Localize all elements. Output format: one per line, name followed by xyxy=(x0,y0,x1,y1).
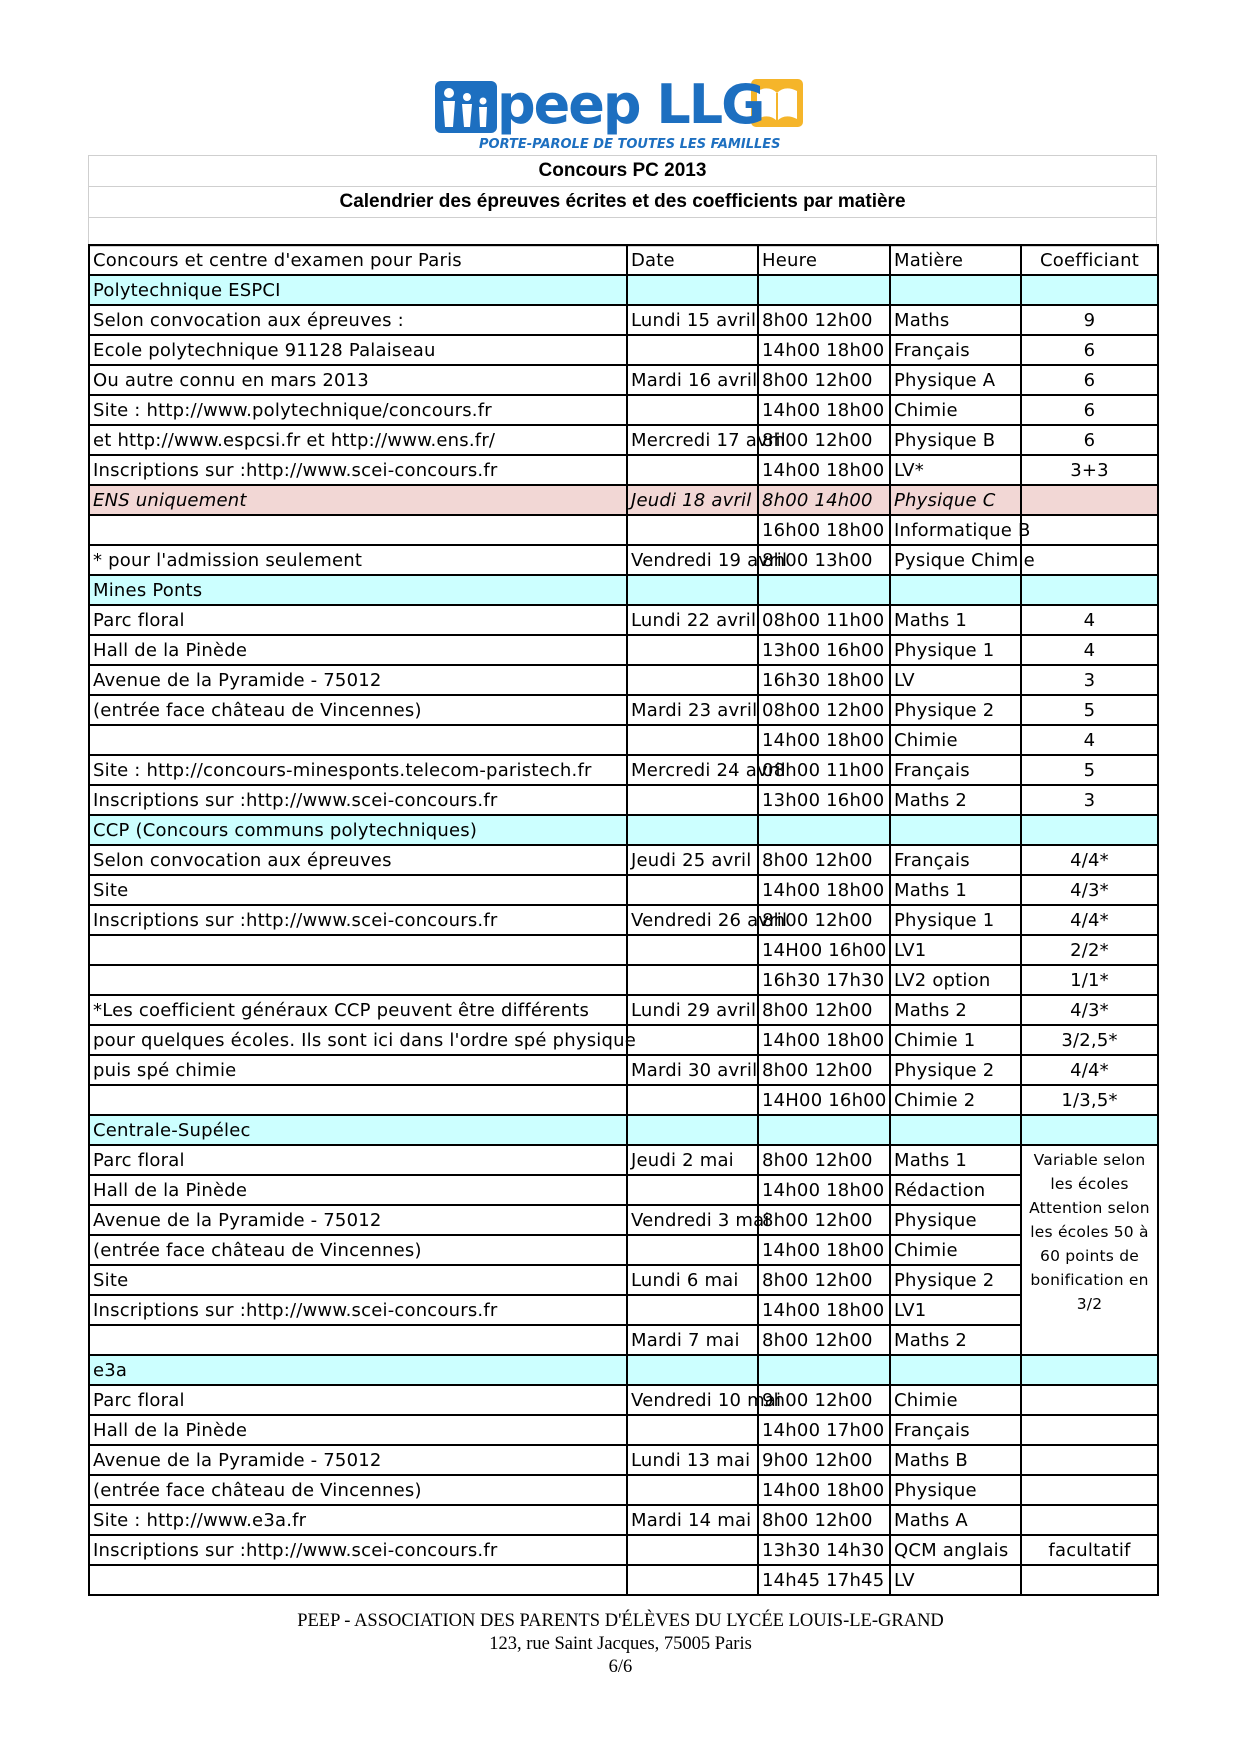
exam-info-cell: Parc floral xyxy=(89,1385,627,1415)
exam-info-cell: Mines Ponts xyxy=(89,575,627,605)
exam-info-cell: Hall de la Pinède xyxy=(89,1415,627,1445)
exam-info-cell: Avenue de la Pyramide - 75012 xyxy=(89,665,627,695)
blank-row xyxy=(88,217,1157,247)
date-cell: Vendredi 19 avril xyxy=(627,545,758,575)
schedule-table xyxy=(88,244,1159,1596)
time-cell: 14h00 18h00 xyxy=(758,395,890,425)
date-cell xyxy=(627,1295,758,1325)
peep-logo xyxy=(433,73,811,155)
table-row xyxy=(89,905,1158,935)
table-row xyxy=(89,635,1158,665)
exam-info-cell: Inscriptions sur :http://www.scei-concours.fr xyxy=(89,905,627,935)
date-cell xyxy=(627,965,758,995)
date-cell xyxy=(627,1355,758,1385)
date-cell xyxy=(627,1085,758,1115)
subject-cell: LV xyxy=(890,665,1021,695)
coefficient-cell: 4 xyxy=(1021,605,1158,635)
date-cell: Vendredi 10 mai xyxy=(627,1385,758,1415)
coefficient-cell xyxy=(1021,1415,1158,1445)
exam-info-cell: puis spé chimie xyxy=(89,1055,627,1085)
subject-cell: Physique xyxy=(890,1475,1021,1505)
subject-cell: Maths 1 xyxy=(890,1145,1021,1175)
table-row xyxy=(89,1145,1158,1175)
exam-info-cell: Inscriptions sur :http://www.scei-concours.fr xyxy=(89,1535,627,1565)
date-cell: Lundi 15 avril xyxy=(627,305,758,335)
coefficient-cell: 9 xyxy=(1021,305,1158,335)
coefficient-cell: 4/4* xyxy=(1021,1055,1158,1085)
coefficient-cell: 6 xyxy=(1021,365,1158,395)
time-cell: 14h00 18h00 xyxy=(758,875,890,905)
time-cell: 8h00 12h00 xyxy=(758,1055,890,1085)
date-cell xyxy=(627,1535,758,1565)
date-cell: Mardi 23 avril xyxy=(627,695,758,725)
table-row xyxy=(89,1535,1158,1565)
date-cell xyxy=(627,1115,758,1145)
coefficient-cell xyxy=(1021,515,1158,545)
exam-info-cell: Avenue de la Pyramide - 75012 xyxy=(89,1205,627,1235)
time-cell: 14H00 16h00 xyxy=(758,935,890,965)
subject-cell: LV1 xyxy=(890,935,1021,965)
table-row xyxy=(89,1445,1158,1475)
time-cell: 14h45 17h45 xyxy=(758,1565,890,1595)
date-cell xyxy=(627,575,758,605)
header-row xyxy=(89,245,1158,275)
exam-info-cell: Inscriptions sur :http://www.scei-concours.fr xyxy=(89,1295,627,1325)
date-cell xyxy=(627,785,758,815)
date-cell: Vendredi 3 mai xyxy=(627,1205,758,1235)
date-cell xyxy=(627,1025,758,1055)
time-cell: 9h00 12h00 xyxy=(758,1445,890,1475)
subject-cell: Maths 2 xyxy=(890,995,1021,1025)
subject-cell: Maths 2 xyxy=(890,785,1021,815)
table-row xyxy=(89,1025,1158,1055)
exam-info-cell xyxy=(89,935,627,965)
coefficient-cell: 4/4* xyxy=(1021,905,1158,935)
subject-cell: Informatique B xyxy=(890,515,1021,545)
section-row xyxy=(89,815,1158,845)
subject-cell: LV2 option xyxy=(890,965,1021,995)
exam-info-cell: Selon convocation aux épreuves xyxy=(89,845,627,875)
table-row xyxy=(89,545,1158,575)
time-cell: 08h00 11h00 xyxy=(758,605,890,635)
page-subtitle: Calendrier des épreuves écrites et des coefficients par matière xyxy=(88,186,1157,217)
time-cell: 13h00 16h00 xyxy=(758,785,890,815)
subject-cell: Chimie xyxy=(890,395,1021,425)
table-row xyxy=(89,1565,1158,1595)
date-cell xyxy=(627,395,758,425)
exam-info-cell: (entrée face château de Vincennes) xyxy=(89,695,627,725)
exam-info-cell xyxy=(89,1565,627,1595)
table-row xyxy=(89,725,1158,755)
table-row xyxy=(89,1175,1158,1205)
subject-cell: Physique 1 xyxy=(890,905,1021,935)
table-row xyxy=(89,335,1158,365)
date-cell: Mardi 7 mai xyxy=(627,1325,758,1355)
coefficient-cell xyxy=(1021,815,1158,845)
subject-cell xyxy=(890,1115,1021,1145)
date-cell: Lundi 6 mai xyxy=(627,1265,758,1295)
time-cell: 16h30 17h30 xyxy=(758,965,890,995)
exam-info-cell: Inscriptions sur :http://www.scei-concours.fr xyxy=(89,785,627,815)
coefficient-cell: 4/3* xyxy=(1021,875,1158,905)
exam-info-cell: Hall de la Pinède xyxy=(89,635,627,665)
time-cell xyxy=(758,575,890,605)
date-cell: Vendredi 26 avril xyxy=(627,905,758,935)
time-cell: 8h00 12h00 xyxy=(758,995,890,1025)
coefficient-cell xyxy=(1021,1115,1158,1145)
table-row xyxy=(89,965,1158,995)
table-row xyxy=(89,365,1158,395)
date-cell: Mardi 16 avril xyxy=(627,365,758,395)
time-cell: 8h00 13h00 xyxy=(758,545,890,575)
date-cell: Mercredi 24 avril xyxy=(627,755,758,785)
subject-cell: Chimie xyxy=(890,1385,1021,1415)
date-cell: Jeudi 2 mai xyxy=(627,1145,758,1175)
coefficient-cell xyxy=(1021,545,1158,575)
time-cell: 14h00 18h00 xyxy=(758,335,890,365)
date-cell xyxy=(627,725,758,755)
time-cell: 8h00 12h00 xyxy=(758,1205,890,1235)
time-cell: 8h00 12h00 xyxy=(758,1145,890,1175)
date-cell: Mardi 14 mai xyxy=(627,1505,758,1535)
table-row xyxy=(89,1085,1158,1115)
table-row xyxy=(89,485,1158,515)
coefficient-cell xyxy=(1021,1445,1158,1475)
exam-info-cell: Ecole polytechnique 91128 Palaiseau xyxy=(89,335,627,365)
exam-info-cell: Parc floral xyxy=(89,1145,627,1175)
logo-tagline: PORTE-PAROLE DE TOUTES LES FAMILLES xyxy=(479,137,781,152)
logo-text: peep LLG xyxy=(497,73,764,136)
exam-info-cell: Site : http://www.polytechnique/concours.fr xyxy=(89,395,627,425)
footer-address: 123, rue Saint Jacques, 75005 Paris xyxy=(489,1634,752,1654)
date-cell xyxy=(627,1175,758,1205)
table-row xyxy=(89,305,1158,335)
table-row xyxy=(89,845,1158,875)
coefficient-cell: 5 xyxy=(1021,695,1158,725)
subject-cell: LV xyxy=(890,1565,1021,1595)
coefficient-cell: 1/3,5* xyxy=(1021,1085,1158,1115)
subject-cell: Chimie xyxy=(890,725,1021,755)
exam-info-cell: Parc floral xyxy=(89,605,627,635)
time-cell: 14h00 18h00 xyxy=(758,1025,890,1055)
date-cell xyxy=(627,275,758,305)
schedule-body xyxy=(89,245,1158,1595)
date-cell xyxy=(627,875,758,905)
coefficient-cell: 2/2* xyxy=(1021,935,1158,965)
time-cell: 14h00 18h00 xyxy=(758,1235,890,1265)
table-row xyxy=(89,755,1158,785)
subject-cell: Maths 2 xyxy=(890,1325,1021,1355)
coefficient-cell: 1/1* xyxy=(1021,965,1158,995)
exam-info-cell: (entrée face château de Vincennes) xyxy=(89,1475,627,1505)
subject-cell xyxy=(890,275,1021,305)
table-row xyxy=(89,1415,1158,1445)
subject-cell: Physique 2 xyxy=(890,1055,1021,1085)
exam-info-cell xyxy=(89,1325,627,1355)
time-cell: 14h00 18h00 xyxy=(758,1295,890,1325)
column-header: Matière xyxy=(890,245,1021,275)
date-cell xyxy=(627,935,758,965)
time-cell: 13h30 14h30 xyxy=(758,1535,890,1565)
coefficient-cell: facultatif xyxy=(1021,1535,1158,1565)
subject-cell: LV* xyxy=(890,455,1021,485)
date-cell: Lundi 22 avril xyxy=(627,605,758,635)
coefficient-cell: 6 xyxy=(1021,425,1158,455)
exam-info-cell: Ou autre connu en mars 2013 xyxy=(89,365,627,395)
exam-info-cell: Polytechnique ESPCI xyxy=(89,275,627,305)
time-cell xyxy=(758,815,890,845)
table-row xyxy=(89,1325,1158,1355)
subject-cell: LV1 xyxy=(890,1295,1021,1325)
coefficient-cell: 6 xyxy=(1021,335,1158,365)
coefficient-cell xyxy=(1021,1505,1158,1535)
subject-cell: Physique C xyxy=(890,485,1021,515)
subject-cell: Rédaction xyxy=(890,1175,1021,1205)
date-cell xyxy=(627,1475,758,1505)
subject-cell xyxy=(890,815,1021,845)
exam-info-cell: et http://www.espcsi.fr et http://www.ens.fr/ xyxy=(89,425,627,455)
subject-cell: Physique 2 xyxy=(890,695,1021,725)
exam-info-cell: (entrée face château de Vincennes) xyxy=(89,1235,627,1265)
coefficient-cell: 4/4* xyxy=(1021,845,1158,875)
table-row xyxy=(89,665,1158,695)
exam-info-cell xyxy=(89,725,627,755)
time-cell: 14h00 18h00 xyxy=(758,1175,890,1205)
table-row xyxy=(89,875,1158,905)
subject-cell: Pysique Chimie xyxy=(890,545,1021,575)
table-row xyxy=(89,1265,1158,1295)
time-cell: 14h00 17h00 xyxy=(758,1415,890,1445)
column-header: Concours et centre d'examen pour Paris xyxy=(89,245,627,275)
column-header: Date xyxy=(627,245,758,275)
date-cell xyxy=(627,815,758,845)
date-cell xyxy=(627,1415,758,1445)
subject-cell: Physique B xyxy=(890,425,1021,455)
time-cell xyxy=(758,1115,890,1145)
time-cell: 14h00 18h00 xyxy=(758,455,890,485)
subject-cell: Physique A xyxy=(890,365,1021,395)
coefficient-cell xyxy=(1021,485,1158,515)
subject-cell: Chimie xyxy=(890,1235,1021,1265)
coefficient-cell: 3/2,5* xyxy=(1021,1025,1158,1055)
time-cell xyxy=(758,1355,890,1385)
time-cell: 8h00 14h00 xyxy=(758,485,890,515)
page-title: Concours PC 2013 xyxy=(88,155,1157,186)
date-cell: Jeudi 25 avril xyxy=(627,845,758,875)
time-cell: 8h00 12h00 xyxy=(758,905,890,935)
subject-cell: Chimie 2 xyxy=(890,1085,1021,1115)
time-cell: 8h00 12h00 xyxy=(758,305,890,335)
subject-cell: Maths 1 xyxy=(890,605,1021,635)
coefficient-note-cell: Variable selon les écoles Attention selon les écoles 50 à 60 points de bonification en 3/2 xyxy=(1021,1145,1158,1355)
table-row xyxy=(89,695,1158,725)
table-row xyxy=(89,425,1158,455)
table-row xyxy=(89,1505,1158,1535)
time-cell: 14h00 18h00 xyxy=(758,725,890,755)
time-cell: 8h00 12h00 xyxy=(758,1505,890,1535)
subject-cell: Français xyxy=(890,1415,1021,1445)
subject-cell xyxy=(890,1355,1021,1385)
exam-info-cell xyxy=(89,1085,627,1115)
time-cell: 14h00 18h00 xyxy=(758,1475,890,1505)
time-cell xyxy=(758,275,890,305)
table-row xyxy=(89,1235,1158,1265)
table-row xyxy=(89,785,1158,815)
subject-cell: Maths xyxy=(890,305,1021,335)
time-cell: 14H00 16h00 xyxy=(758,1085,890,1115)
coefficient-cell xyxy=(1021,1475,1158,1505)
time-cell: 16h00 18h00 xyxy=(758,515,890,545)
table-row xyxy=(89,995,1158,1025)
exam-info-cell: Selon convocation aux épreuves : xyxy=(89,305,627,335)
subject-cell: QCM anglais xyxy=(890,1535,1021,1565)
section-row xyxy=(89,575,1158,605)
exam-info-cell: * pour l'admission seulement xyxy=(89,545,627,575)
subject-cell: Maths 1 xyxy=(890,875,1021,905)
exam-info-cell: Avenue de la Pyramide - 75012 xyxy=(89,1445,627,1475)
page-number: 6/6 xyxy=(608,1657,633,1677)
subject-cell: Physique 2 xyxy=(890,1265,1021,1295)
time-cell: 08h00 11h00 xyxy=(758,755,890,785)
time-cell: 8h00 12h00 xyxy=(758,1325,890,1355)
exam-info-cell xyxy=(89,965,627,995)
table-row xyxy=(89,1205,1158,1235)
coefficient-cell xyxy=(1021,1355,1158,1385)
date-cell xyxy=(627,665,758,695)
table-row xyxy=(89,935,1158,965)
exam-info-cell: Site xyxy=(89,1265,627,1295)
time-cell: 16h30 18h00 xyxy=(758,665,890,695)
table-row xyxy=(89,605,1158,635)
subject-cell: Français xyxy=(890,755,1021,785)
date-cell: Mardi 30 avril xyxy=(627,1055,758,1085)
subject-cell: Chimie 1 xyxy=(890,1025,1021,1055)
exam-info-cell: pour quelques écoles. Ils sont ici dans l'ordre spé physique xyxy=(89,1025,627,1055)
subject-cell: Physique xyxy=(890,1205,1021,1235)
time-cell: 9h00 12h00 xyxy=(758,1385,890,1415)
exam-info-cell: *Les coefficient généraux CCP peuvent être différents xyxy=(89,995,627,1025)
exam-info-cell: Site xyxy=(89,875,627,905)
coefficient-cell xyxy=(1021,1565,1158,1595)
table-row xyxy=(89,1385,1158,1415)
date-cell xyxy=(627,1565,758,1595)
date-cell: Mercredi 17 avril xyxy=(627,425,758,455)
footer-association: PEEP - ASSOCIATION DES PARENTS D'ÉLÈVES DU LYCÉE LOUIS-LE-GRAND xyxy=(297,1611,944,1631)
date-cell xyxy=(627,1235,758,1265)
date-cell: Jeudi 18 avril xyxy=(627,485,758,515)
coefficient-cell: 5 xyxy=(1021,755,1158,785)
subject-cell: Maths B xyxy=(890,1445,1021,1475)
coefficient-cell: 3+3 xyxy=(1021,455,1158,485)
coefficient-cell xyxy=(1021,1385,1158,1415)
date-cell: Lundi 13 mai xyxy=(627,1445,758,1475)
subject-cell: Maths A xyxy=(890,1505,1021,1535)
exam-info-cell: e3a xyxy=(89,1355,627,1385)
exam-info-cell: ENS uniquement xyxy=(89,485,627,515)
subject-cell: Français xyxy=(890,335,1021,365)
coefficient-cell: 4 xyxy=(1021,635,1158,665)
exam-info-cell: Site : http://www.e3a.fr xyxy=(89,1505,627,1535)
section-row xyxy=(89,1115,1158,1145)
coefficient-cell: 4 xyxy=(1021,725,1158,755)
coefficient-cell xyxy=(1021,275,1158,305)
date-cell xyxy=(627,335,758,365)
exam-info-cell: Hall de la Pinède xyxy=(89,1175,627,1205)
date-cell: Lundi 29 avril xyxy=(627,995,758,1025)
exam-info-cell: Site : http://concours-minesponts.telecom-paristech.fr xyxy=(89,755,627,785)
table-row xyxy=(89,1055,1158,1085)
table-row xyxy=(89,1295,1158,1325)
exam-info-cell xyxy=(89,515,627,545)
table-row xyxy=(89,515,1158,545)
time-cell: 13h00 16h00 xyxy=(758,635,890,665)
section-row xyxy=(89,275,1158,305)
title-band xyxy=(88,155,1157,247)
exam-info-cell: CCP (Concours communs polytechniques) xyxy=(89,815,627,845)
coefficient-cell xyxy=(1021,575,1158,605)
time-cell: 8h00 12h00 xyxy=(758,365,890,395)
column-header: Heure xyxy=(758,245,890,275)
date-cell xyxy=(627,455,758,485)
subject-cell xyxy=(890,575,1021,605)
time-cell: 08h00 12h00 xyxy=(758,695,890,725)
column-header: Coefficiant xyxy=(1021,245,1158,275)
subject-cell: Français xyxy=(890,845,1021,875)
coefficient-cell: 6 xyxy=(1021,395,1158,425)
subject-cell: Physique 1 xyxy=(890,635,1021,665)
time-cell: 8h00 12h00 xyxy=(758,1265,890,1295)
date-cell xyxy=(627,635,758,665)
table-row xyxy=(89,395,1158,425)
coefficient-cell: 3 xyxy=(1021,665,1158,695)
table-row xyxy=(89,1475,1158,1505)
coefficient-cell: 4/3* xyxy=(1021,995,1158,1025)
time-cell: 8h00 12h00 xyxy=(758,845,890,875)
coefficient-cell: 3 xyxy=(1021,785,1158,815)
exam-info-cell: Inscriptions sur :http://www.scei-concours.fr xyxy=(89,455,627,485)
date-cell xyxy=(627,515,758,545)
page-footer xyxy=(0,1610,1241,1679)
time-cell: 8h00 12h00 xyxy=(758,425,890,455)
exam-info-cell: Centrale-Supélec xyxy=(89,1115,627,1145)
table-row xyxy=(89,455,1158,485)
section-row xyxy=(89,1355,1158,1385)
